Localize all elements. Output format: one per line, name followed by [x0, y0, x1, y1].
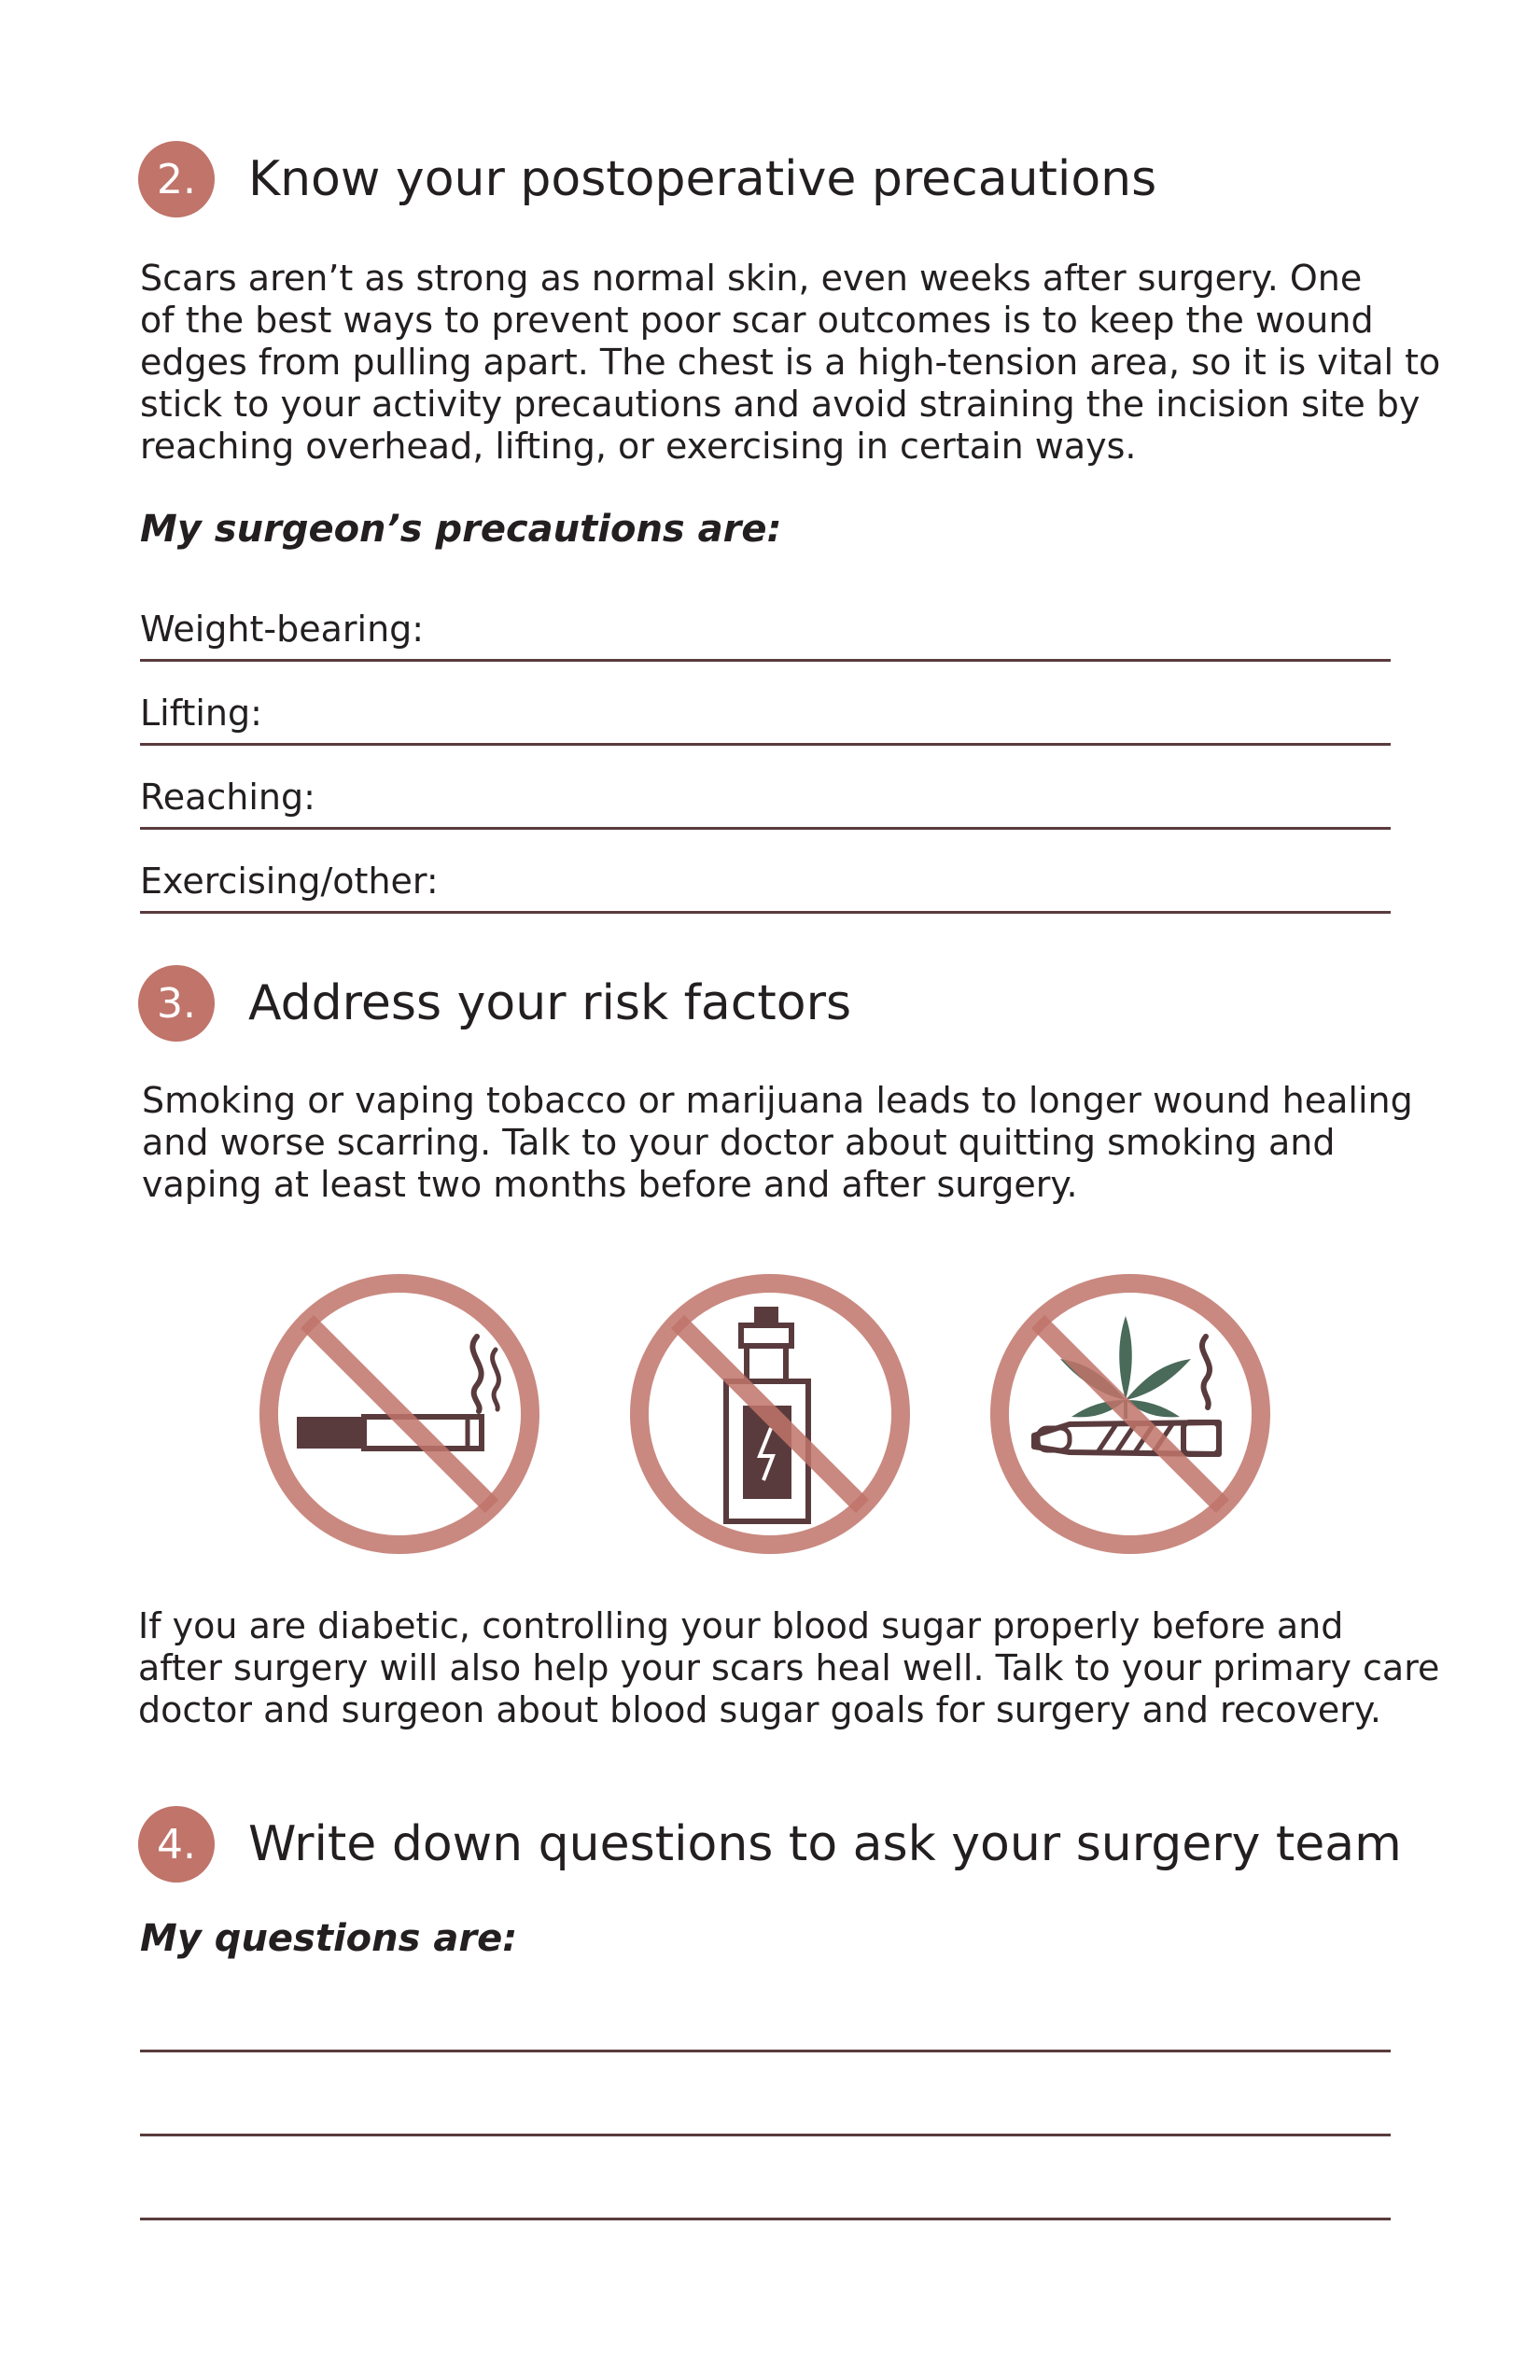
question-answer-line[interactable]: [140, 2050, 1391, 2052]
field-label: Weight-bearing:: [140, 609, 425, 650]
question-answer-line[interactable]: [140, 2218, 1391, 2220]
section-title: Write down questions to ask your surgery team: [248, 1816, 1402, 1872]
section-4-heading: [138, 1806, 1402, 1883]
exercising-other-field[interactable]: [140, 846, 1391, 914]
body-line: of the best ways to prevent poor scar outcomes is to keep the wound: [140, 300, 1374, 341]
field-label: Lifting:: [140, 693, 262, 734]
body-line: stick to your activity precautions and avoid straining the incision site by: [140, 384, 1421, 425]
section-title: Address your risk factors: [248, 975, 852, 1031]
no-vaping-icon: [625, 1269, 915, 1559]
questions-subheading: My questions are:: [140, 1917, 518, 1960]
section-number-badge: 2.: [138, 141, 215, 217]
section-3-body-diabetes: [138, 1605, 1439, 1731]
body-line: and worse scarring. Talk to your doctor about quitting smoking and: [142, 1122, 1336, 1163]
weight-bearing-field[interactable]: [140, 594, 1391, 662]
body-line: Scars aren’t as strong as normal skin, even weeks after surgery. One: [140, 258, 1363, 299]
section-number-badge: 4.: [138, 1806, 215, 1883]
section-2-body: [140, 258, 1440, 468]
lifting-field[interactable]: [140, 678, 1391, 746]
section-2-heading: [138, 141, 1156, 217]
field-label: Reaching:: [140, 777, 315, 818]
body-line: If you are diabetic, controlling your blood sugar properly before and: [138, 1605, 1344, 1646]
no-marijuana-icon: [986, 1269, 1275, 1559]
section-3-body-smoking: [142, 1080, 1413, 1206]
body-line: Smoking or vaping tobacco or marijuana leads to longer wound healing: [142, 1080, 1413, 1121]
question-answer-line[interactable]: [140, 2134, 1391, 2136]
section-3-heading: [138, 965, 851, 1042]
body-line: edges from pulling apart. The chest is a high-tension area, so it is vital to: [140, 342, 1441, 383]
section-title: Know your postoperative precautions: [248, 151, 1157, 207]
precautions-subheading: My surgeon’s precautions are:: [140, 508, 782, 551]
body-line: reaching overhead, lifting, or exercising in certain ways.: [140, 426, 1137, 467]
body-line: doctor and surgeon about blood sugar goals for surgery and recovery.: [138, 1689, 1381, 1730]
body-line: after surgery will also help your scars heal well. Talk to your primary care: [138, 1647, 1440, 1688]
body-line: vaping at least two months before and after surgery.: [142, 1164, 1078, 1205]
no-smoking-icon: [255, 1269, 544, 1559]
section-number-badge: 3.: [138, 965, 215, 1042]
field-label: Exercising/other:: [140, 861, 439, 902]
reaching-field[interactable]: [140, 762, 1391, 830]
